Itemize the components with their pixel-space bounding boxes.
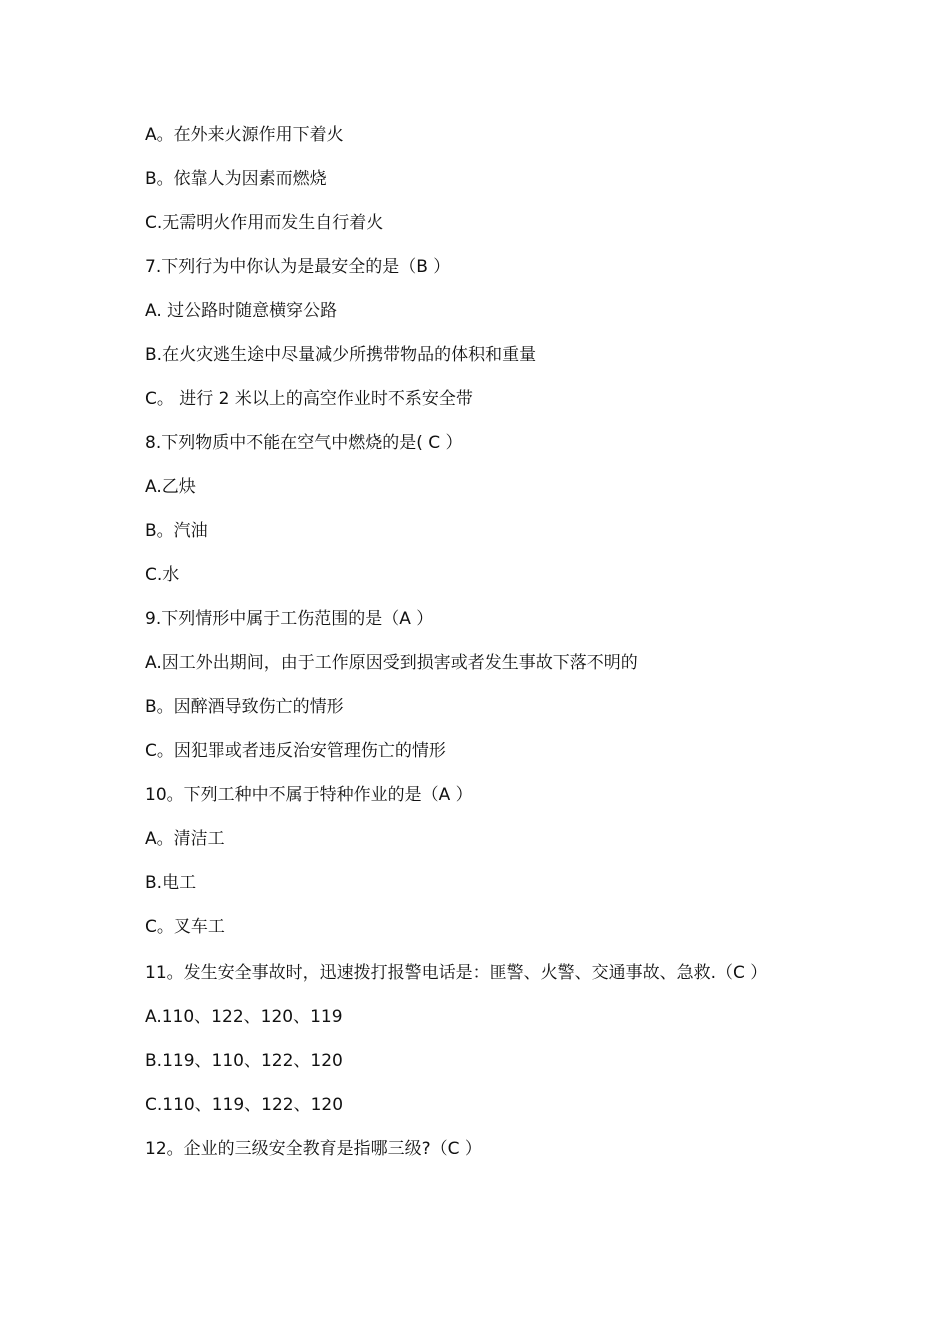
document-body — [145, 124, 825, 1182]
option-line: C。因犯罪或者违反治安管理伤亡的情形 — [145, 741, 446, 761]
option-line: A。清洁工 — [145, 829, 225, 849]
option-line: B。依靠人为因素而燃烧 — [145, 169, 327, 189]
question-line: 9.下列情形中属于工伤范围的是（A ） — [145, 609, 434, 629]
option-line: C.110、119、122、120 — [145, 1095, 344, 1115]
option-line: C.无需明火作用而发生自行着火 — [145, 213, 384, 233]
option-line: B.电工 — [145, 873, 197, 893]
option-line: B。因醉酒导致伤亡的情形 — [145, 697, 344, 717]
question-line: 11。发生安全事故时，迅速拨打报警电话是：匪警、火警、交通事故、急救.（C ） — [145, 963, 768, 983]
option-line: A。在外来火源作用下着火 — [145, 125, 344, 145]
option-line: A.110、122、120、119 — [145, 1007, 343, 1027]
option-line: A.因工外出期间，由于工作原因受到损害或者发生事故下落不明的 — [145, 653, 638, 673]
question-line: 12。企业的三级安全教育是指哪三级?（C ） — [145, 1139, 482, 1159]
option-line: C。叉车工 — [145, 917, 225, 937]
option-line: A.乙炔 — [145, 477, 196, 497]
question-line: 10。下列工种中不属于特种作业的是（A ） — [145, 785, 473, 805]
option-line: B.在火灾逃生途中尽量减少所携带物品的体积和重量 — [145, 345, 537, 365]
option-line: C。 进行 2 米以上的高空作业时不系安全带 — [145, 389, 473, 409]
question-line: 7.下列行为中你认为是最安全的是（B ） — [145, 257, 451, 277]
option-line: B。汽油 — [145, 521, 208, 541]
option-line: A. 过公路时随意横穿公路 — [145, 301, 338, 321]
option-line: C.水 — [145, 565, 180, 585]
question-line: 8.下列物质中不能在空气中燃烧的是( C ） — [145, 433, 463, 453]
option-line: B.119、110、122、120 — [145, 1051, 343, 1071]
